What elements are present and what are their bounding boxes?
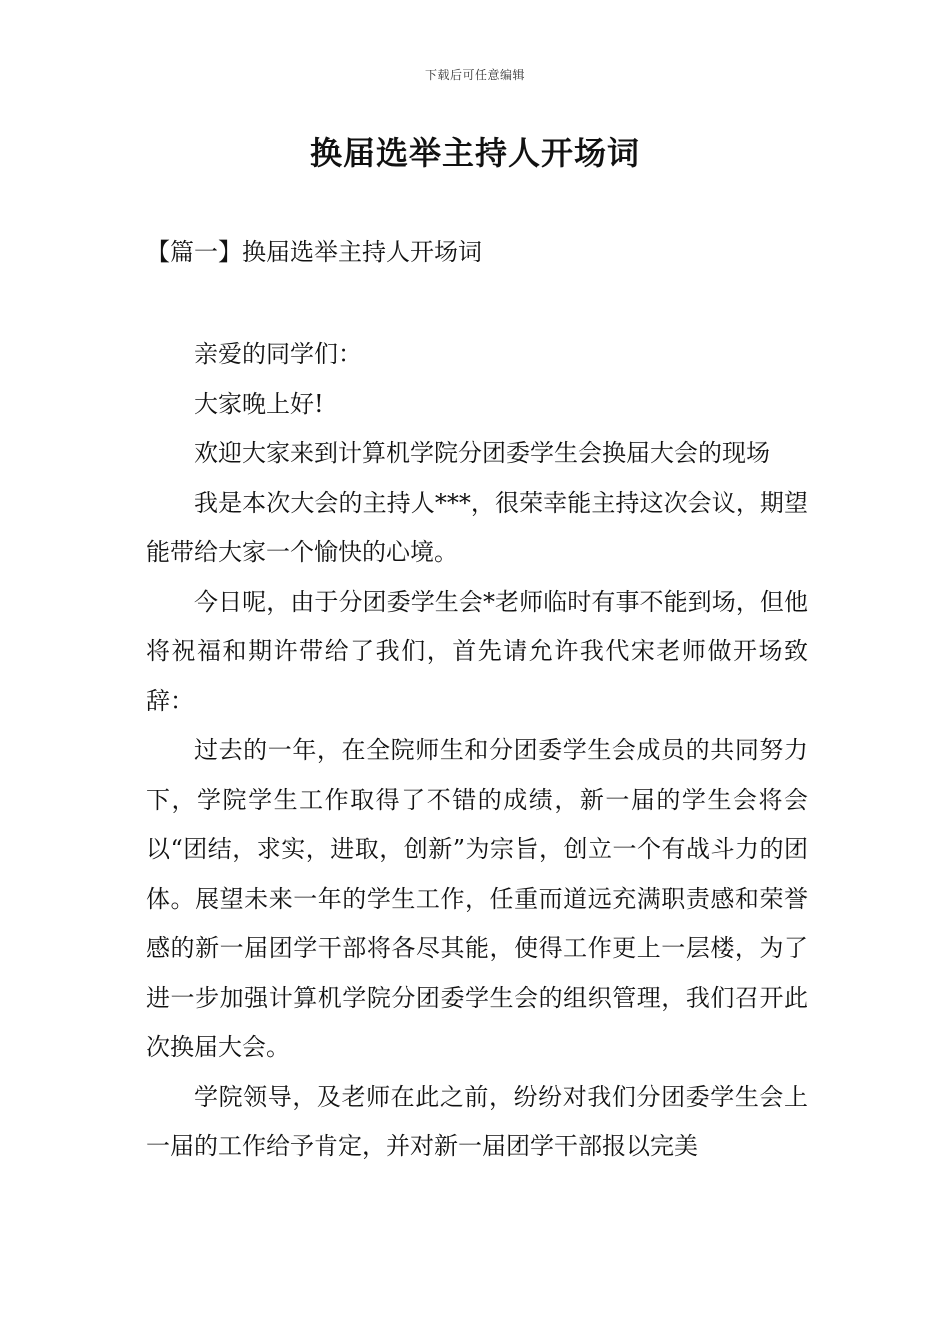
paragraph-host-intro: 我是本次大会的主持人***，很荣幸能主持这次会议，期望能带给大家一个愉快的心境。 (146, 488, 808, 566)
document-body (146, 330, 808, 1172)
paragraph-greeting: 亲爱的同学们： (194, 340, 362, 368)
paragraph-past-year: 过去的一年，在全院师生和分团委学生会成员的共同努力下，学院学生工作取得了不错的成绩，新一届的学生会将会以“团结，求实，进取，创新”为宗旨，创立一个有战斗力的团体。展望未来一年的学生工作，任重而道远充满职责感和荣誉感的新一届团学干部将各尽其能，使得工作更上一层楼，为了进一步加强计算机学院分团委学生会的组织管理，我们召开此次换届大会。 (146, 736, 808, 1061)
paragraph-good-evening: 大家晚上好! (194, 389, 324, 418)
paragraph-welcome: 欢迎大家来到计算机学院分团委学生会换届大会的现场 (194, 439, 770, 467)
section-heading: 【篇一】换届选举主持人开场词 (146, 238, 482, 266)
paragraph-teacher-absent: 今日呢，由于分团委学生会*老师临时有事不能到场，但他将祝福和期许带给了我们，首先请允许我代宋老师做开场致辞： (146, 587, 808, 715)
paragraph-leadership: 学院领导，及老师在此之前，纷纷对我们分团委学生会上一届的工作给予肯定，并对新一届团学干部报以完美 (146, 1082, 808, 1160)
document-title: 换届选举主持人开场词 (309, 134, 640, 172)
header-note: 下载后可任意编辑 (424, 68, 525, 82)
